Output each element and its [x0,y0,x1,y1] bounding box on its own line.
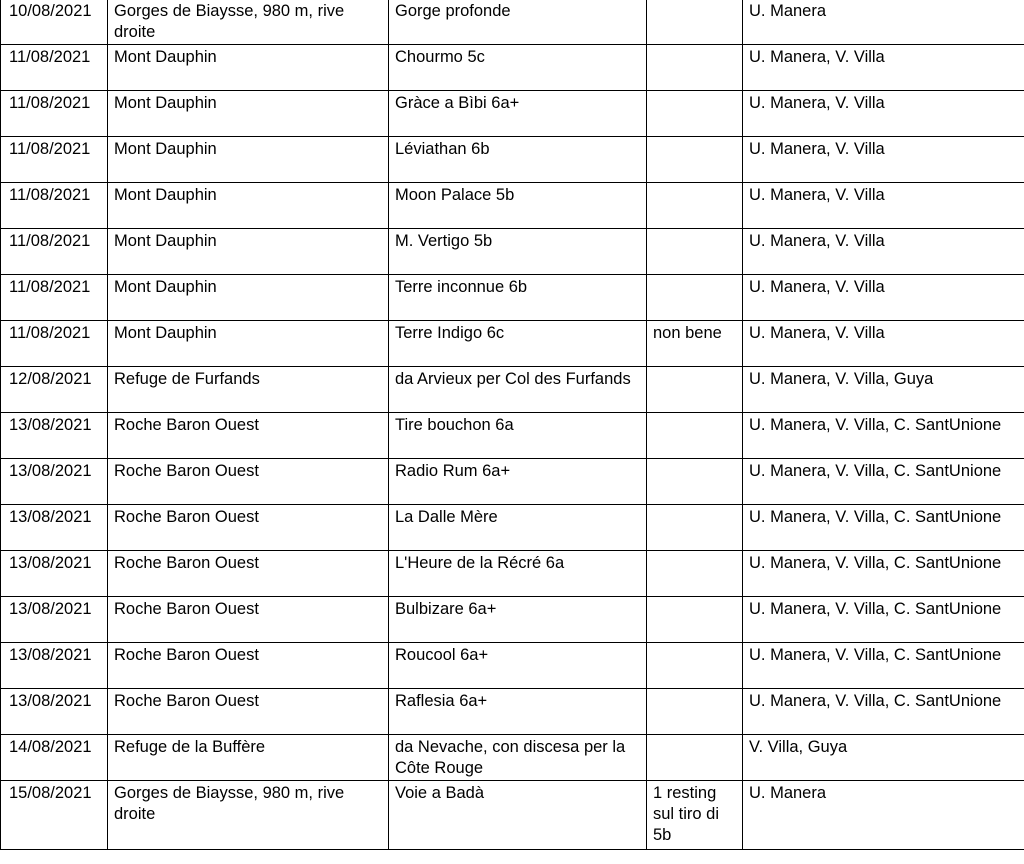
cell-route: da Arvieux per Col des Furfands [389,367,647,413]
cell-people: U. Manera [743,0,1024,45]
table-row [1,413,1024,459]
cell-route: Raflesia 6a+ [389,689,647,735]
cell-note [647,689,743,735]
cell-people: U. Manera, V. Villa [743,275,1024,321]
cell-place: Roche Baron Ouest [108,643,389,689]
cell-note [647,367,743,413]
cell-people: U. Manera, V. Villa, C. SantUnione [743,597,1024,643]
cell-note [647,505,743,551]
table-row [1,183,1024,229]
cell-people: U. Manera, V. Villa, Guya [743,367,1024,413]
cell-date: 13/08/2021 [1,689,108,735]
cell-people: U. Manera, V. Villa [743,137,1024,183]
cell-note [647,183,743,229]
table-row [1,0,1024,45]
cell-place: Roche Baron Ouest [108,459,389,505]
cell-note [647,459,743,505]
cell-date: 15/08/2021 [1,781,108,850]
cell-route: Moon Palace 5b [389,183,647,229]
cell-note [647,275,743,321]
cell-date: 13/08/2021 [1,505,108,551]
cell-route: L'Heure de la Récré 6a [389,551,647,597]
table-row [1,275,1024,321]
cell-route: M. Vertigo 5b [389,229,647,275]
table-row [1,505,1024,551]
cell-date: 14/08/2021 [1,735,108,781]
cell-people: U. Manera, V. Villa [743,229,1024,275]
cell-route: Bulbizare 6a+ [389,597,647,643]
cell-route: Roucool 6a+ [389,643,647,689]
cell-people: U. Manera, V. Villa [743,321,1024,367]
cell-route: Léviathan 6b [389,137,647,183]
cell-route: Chourmo 5c [389,45,647,91]
cell-note [647,735,743,781]
cell-people: U. Manera, V. Villa, C. SantUnione [743,689,1024,735]
cell-note [647,413,743,459]
cell-note [647,597,743,643]
cell-route: Terre inconnue 6b [389,275,647,321]
cell-note [647,0,743,45]
table-row [1,781,1024,850]
table-row [1,321,1024,367]
cell-people: U. Manera [743,781,1024,850]
cell-place: Mont Dauphin [108,229,389,275]
cell-place: Refuge de Furfands [108,367,389,413]
table-row [1,91,1024,137]
cell-place: Roche Baron Ouest [108,413,389,459]
table-row [1,735,1024,781]
cell-people: U. Manera, V. Villa, C. SantUnione [743,459,1024,505]
log-table-body [1,0,1024,850]
cell-date: 12/08/2021 [1,367,108,413]
cell-place: Mont Dauphin [108,275,389,321]
cell-people: U. Manera, V. Villa [743,183,1024,229]
cell-place: Roche Baron Ouest [108,505,389,551]
cell-route: Gràce a Bìbi 6a+ [389,91,647,137]
cell-date: 13/08/2021 [1,459,108,505]
cell-note [647,137,743,183]
cell-date: 11/08/2021 [1,45,108,91]
cell-date: 11/08/2021 [1,275,108,321]
cell-people: U. Manera, V. Villa [743,45,1024,91]
cell-place: Gorges de Biaysse, 980 m, rive droite [108,0,389,45]
cell-date: 11/08/2021 [1,229,108,275]
cell-route: Gorge profonde [389,0,647,45]
cell-date: 11/08/2021 [1,137,108,183]
table-row [1,45,1024,91]
table-row [1,551,1024,597]
cell-note [647,229,743,275]
cell-date: 11/08/2021 [1,183,108,229]
cell-place: Mont Dauphin [108,91,389,137]
cell-route: Radio Rum 6a+ [389,459,647,505]
cell-route: La Dalle Mère [389,505,647,551]
table-row [1,689,1024,735]
cell-place: Mont Dauphin [108,183,389,229]
cell-date: 13/08/2021 [1,413,108,459]
cell-route: Tire bouchon 6a [389,413,647,459]
cell-people: V. Villa, Guya [743,735,1024,781]
cell-place: Roche Baron Ouest [108,689,389,735]
cell-date: 11/08/2021 [1,91,108,137]
cell-note: non bene [647,321,743,367]
cell-place: Mont Dauphin [108,45,389,91]
table-row [1,643,1024,689]
table-row [1,597,1024,643]
cell-note [647,643,743,689]
cell-place: Mont Dauphin [108,321,389,367]
cell-people: U. Manera, V. Villa, C. SantUnione [743,413,1024,459]
table-row [1,229,1024,275]
cell-place: Roche Baron Ouest [108,551,389,597]
cell-route: Voie a Badà [389,781,647,850]
cell-note: 1 resting sul tiro di 5b [647,781,743,850]
table-row [1,459,1024,505]
cell-note [647,45,743,91]
cell-place: Roche Baron Ouest [108,597,389,643]
cell-note [647,91,743,137]
cell-date: 10/08/2021 [1,0,108,45]
cell-place: Refuge de la Buffère [108,735,389,781]
table-row [1,137,1024,183]
cell-people: U. Manera, V. Villa, C. SantUnione [743,505,1024,551]
cell-date: 11/08/2021 [1,321,108,367]
cell-route: Terre Indigo 6c [389,321,647,367]
cell-route: da Nevache, con discesa per la Côte Rouge [389,735,647,781]
cell-place: Mont Dauphin [108,137,389,183]
table-row [1,367,1024,413]
cell-people: U. Manera, V. Villa, C. SantUnione [743,643,1024,689]
cell-people: U. Manera, V. Villa [743,91,1024,137]
cell-date: 13/08/2021 [1,551,108,597]
cell-date: 13/08/2021 [1,643,108,689]
cell-note [647,551,743,597]
cell-date: 13/08/2021 [1,597,108,643]
cell-place: Gorges de Biaysse, 980 m, rive droite [108,781,389,850]
cell-people: U. Manera, V. Villa, C. SantUnione [743,551,1024,597]
